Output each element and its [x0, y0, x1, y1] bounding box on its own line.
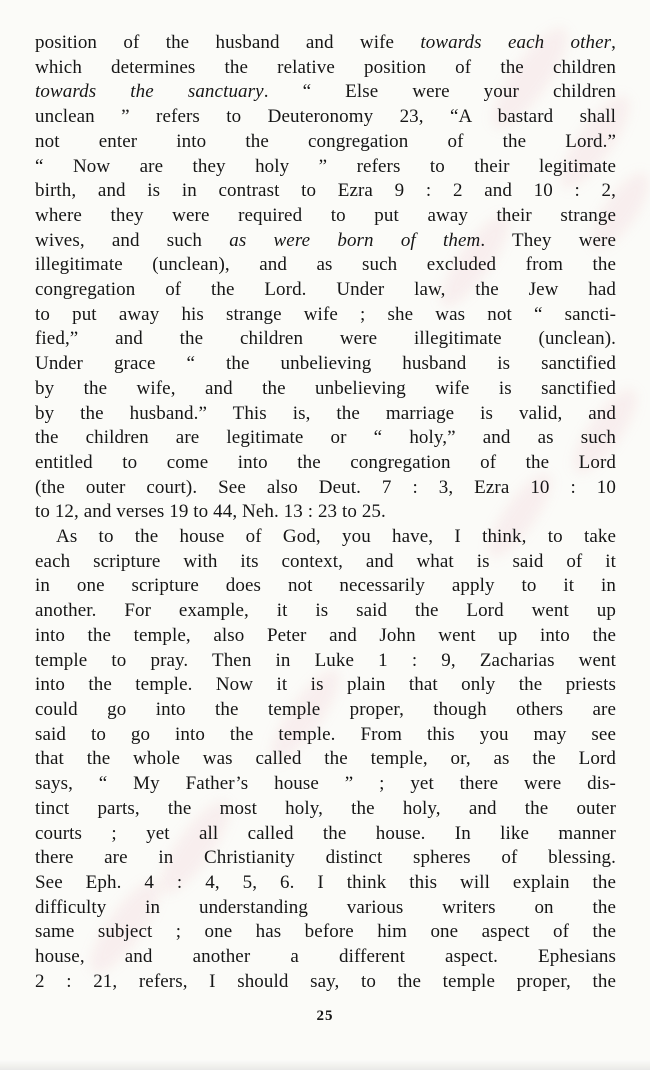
text-line: into the temple. Now it is plain that only the priests [35, 674, 616, 696]
text-line: difficulty in understanding various writers on the [35, 896, 616, 918]
text-block [35, 31, 616, 994]
text-line: says, “ My Father’s house ” ; yet there were dis- [35, 773, 616, 795]
paragraph [35, 525, 616, 994]
text-line: illegitimate (unclean), and as such excluded from the [35, 254, 616, 276]
text-line: 2 : 21, refers, I should say, to the temple proper, the [35, 970, 616, 992]
page-edge-shadow [0, 1060, 650, 1070]
text-line: entitled to come into the congregation of the Lord [35, 451, 616, 473]
text-line: not enter into the congregation of the Lord.” [35, 130, 616, 152]
text-line: into the temple, also Peter and John went up into the [35, 624, 616, 646]
text-line: another. For example, it is said the Lord went up [35, 600, 616, 622]
text-line: towards the sanctuary. “ Else were your children [35, 81, 617, 103]
text-line: to put away his strange wife ; she was not “ sancti- [35, 303, 616, 325]
text-line: congregation of the Lord. Under law, the Jew had [35, 279, 616, 301]
text-line: by the husband.” This is, the marriage is valid, and [35, 402, 616, 424]
text-line: to 12, and verses 19 to 44, Neh. 13 : 23 to 25. [35, 501, 386, 523]
text-line: the children are legitimate or “ holy,” and as such [35, 427, 616, 449]
text-line: there are in Christianity distinct spheres of blessing. [35, 847, 616, 869]
text-line: same subject ; one has before him one aspect of the [35, 921, 616, 943]
text-line: “ Now are they holy ” refers to their legitimate [35, 155, 616, 177]
page-number: 25 [316, 1008, 334, 1024]
text-line: house, and another a different aspect. Ephesians [35, 946, 616, 968]
paragraph [35, 31, 616, 525]
text-line: Under grace “ the unbelieving husband is sanctified [35, 353, 616, 375]
text-line: wives, and such as were born of them. They were [35, 229, 617, 251]
text-line: fied,” and the children were illegitimate (unclean). [35, 328, 616, 350]
text-line: where they were required to put away their strange [35, 204, 616, 226]
text-line: could go into the temple proper, though others are [35, 698, 616, 720]
text-line: As to the house of God, you have, I think, to take [56, 526, 616, 548]
text-line: that the whole was called the temple, or, as the Lord [35, 748, 616, 770]
text-line: which determines the relative position of the children [35, 56, 616, 78]
text-line: courts ; yet all called the house. In like manner [35, 822, 616, 844]
text-line: by the wife, and the unbelieving wife is sanctified [35, 377, 616, 399]
text-line: unclean ” refers to Deuteronomy 23, “A bastard shall [35, 106, 616, 128]
text-line: birth, and is in contrast to Ezra 9 : 2 and 10 : 2, [35, 180, 616, 202]
text-line: in one scripture does not necessarily apply to it in [35, 575, 616, 597]
text-line: position of the husband and wife towards each other, [35, 32, 616, 53]
text-line: See Eph. 4 : 4, 5, 6. I think this will explain the [35, 871, 616, 893]
text-line: (the outer court). See also Deut. 7 : 3, Ezra 10 : 10 [35, 476, 616, 498]
text-line: temple to pray. Then in Luke 1 : 9, Zacharias went [35, 649, 616, 671]
text-line: tinct parts, the most holy, the holy, and the outer [35, 797, 616, 819]
text-line: said to go into the temple. From this you may see [35, 723, 616, 745]
text-line: each scripture with its context, and what is said of it [35, 550, 616, 572]
